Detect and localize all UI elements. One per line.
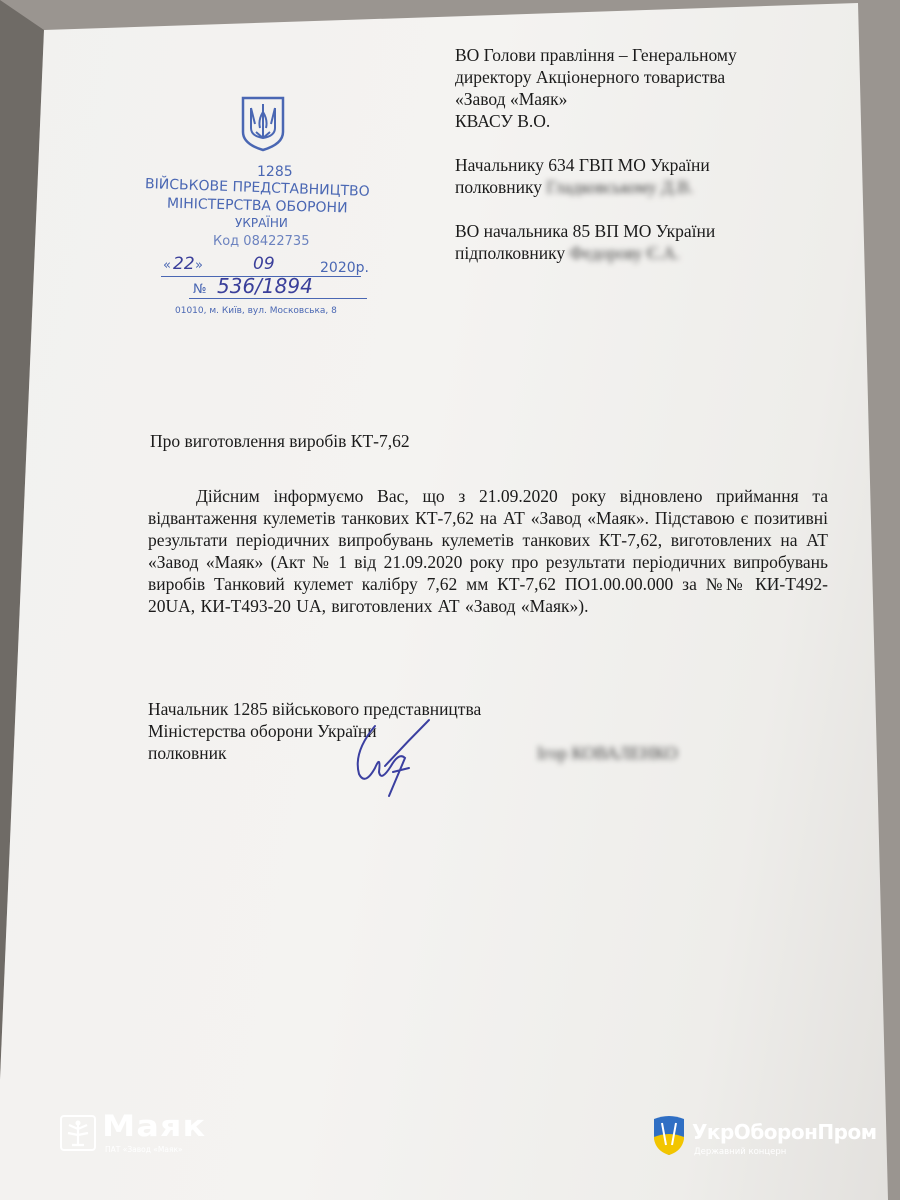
stamp-code: Код 08422735 <box>213 234 310 249</box>
stamp-date-year: 2020р. <box>320 260 369 276</box>
stamp-date-open-quote: « <box>163 258 171 273</box>
stamp-reg-prefix: № <box>193 282 207 297</box>
recipient2-title: Начальнику 634 ГВП МО України <box>455 155 710 175</box>
stamp-number: 1285 <box>257 164 293 180</box>
ukroboronprom-caption: Державний концерн <box>694 1147 787 1157</box>
addressee-block <box>455 44 855 264</box>
addressee-line: директору Акціонерного товариства <box>455 67 726 87</box>
letter-subject: Про виготовлення виробів КТ-7,62 <box>150 431 410 451</box>
letter-body <box>148 485 828 617</box>
signer-position: Начальник 1285 військового представництва <box>148 699 482 719</box>
trident-emblem-icon <box>239 94 287 152</box>
stamp-date-close-quote: » <box>195 258 203 273</box>
stamp-org-line2: МІНІСТЕРСТВА ОБОРОНИ <box>166 195 348 217</box>
recipient3-rank-line: підполковнику Федорову Є.А. <box>455 243 680 263</box>
addressee-line: КВАСУ В.О. <box>455 111 551 131</box>
addressee-line: «Завод «Маяк» <box>455 89 568 109</box>
stamp-address: 01010, м. Київ, вул. Московська, 8 <box>175 306 337 316</box>
signer-name-redacted: Ігор КОВАЛЕНКО <box>537 743 678 763</box>
mayak-logo <box>60 1109 207 1156</box>
redacted-name: Федорову Є.А. <box>569 243 680 263</box>
ukroboronprom-emblem-icon <box>652 1115 686 1157</box>
signer-ministry: Міністерства оборони України <box>148 721 377 741</box>
addressee-line: ВО Голови правління – Генеральному <box>455 45 737 65</box>
signer-rank: полковник <box>148 743 227 763</box>
recipient3-title: ВО начальника 85 ВП МО України <box>455 221 716 241</box>
registration-stamp <box>135 92 395 322</box>
stamp-reg-number: 536/1894 <box>217 274 313 298</box>
body-paragraph: Дійсним інформуємо Вас, що з 21.09.2020 року відновлено приймання та відвантаження кулеметів танкових КТ-7,62 на АТ «Завод «Маяк». Підставою є позитивні результати періодичних випробувань кулеметів танкових КТ-7,62, виготовлених на АТ «Завод «Маяк» (Акт № 1 від 21.09.2020 року про результати періодичних випробувань виробів Танковий кулемет калібру 7,62 мм КТ-7,62 ПО1.00.00.000 за №№ КИ-Т492-20UA, КИ-Т493-20 UA, виготовлених АТ «Завод «Маяк»). <box>148 486 828 616</box>
handwritten-signature-icon <box>345 712 435 800</box>
mayak-caption: ПАТ «Завод «Маяк» <box>105 1145 183 1154</box>
ukroboronprom-logo <box>652 1115 877 1162</box>
mayak-wordmark: Маяк <box>102 1109 207 1143</box>
redacted-name: Гладковському Д.В. <box>546 177 694 197</box>
stamp-date-month: 09 <box>253 254 275 274</box>
stamp-org-line1: ВІЙСЬКОВЕ ПРЕДСТАВНИЦТВО <box>144 176 370 200</box>
recipient2-rank-line: полковнику Гладковському Д.В. <box>455 177 694 197</box>
mayak-emblem-icon <box>60 1115 96 1151</box>
stamp-date-day: 22 <box>173 254 195 274</box>
stamp-reg-underline <box>189 298 367 299</box>
stamp-org-line3: УКРАЇНИ <box>235 216 288 230</box>
ukroboronprom-wordmark: УкрОборонПром <box>692 1120 877 1144</box>
